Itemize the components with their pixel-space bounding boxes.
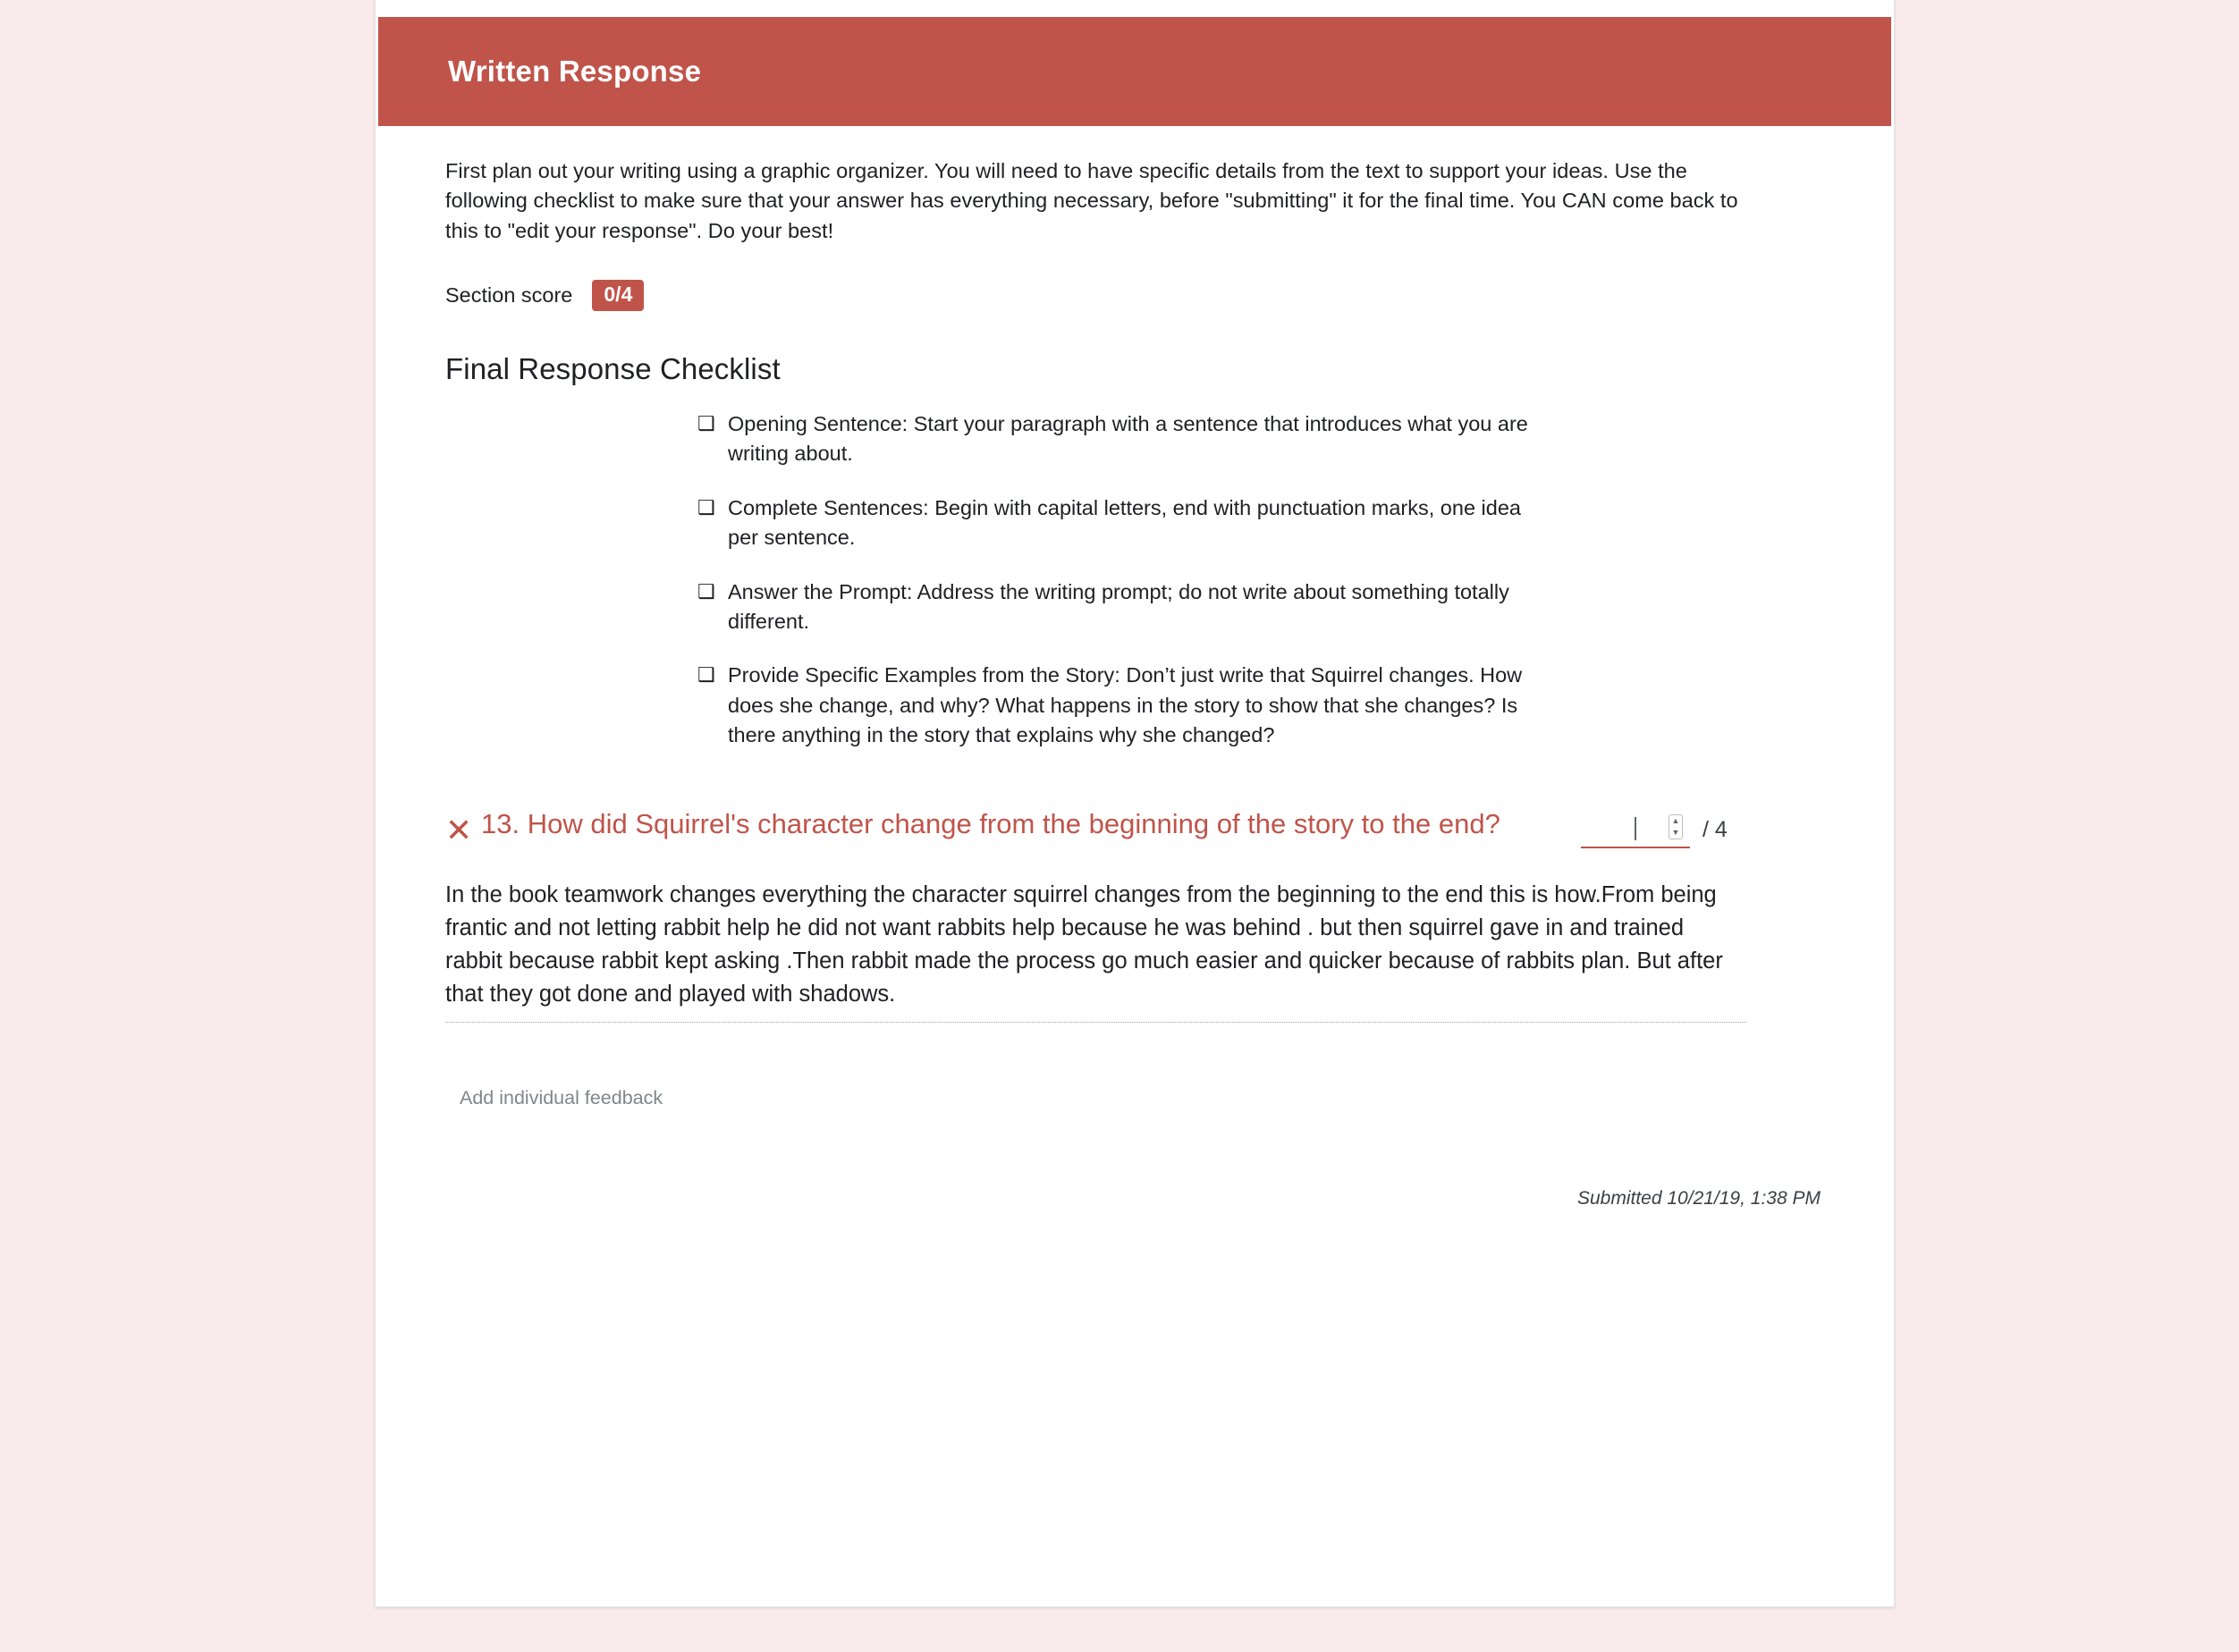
section-title: Written Response [448, 55, 702, 88]
question-header [445, 805, 1822, 848]
student-answer-text: In the book teamwork changes everything the character squirrel changes from the beginning to the end this is how.From being frantic and not letting rabbit help he did not want rabbits help because he was behind . but then squirrel gave in and trained rabbit because rabbit kept asking .Then rabbit made the process go much easier and quicker because of rabbits plan. But after that they got done and played with shadows. [445, 879, 1746, 1023]
stepper-up-icon[interactable]: ▲ [1671, 816, 1680, 826]
list-item [697, 409, 1538, 469]
checkbox-bullet-icon: ❑ [697, 412, 715, 435]
list-item-label: Answer the Prompt: Address the writing prompt; do not write about something totally different. [728, 579, 1509, 633]
question-score-entry [1581, 811, 1728, 848]
submitted-timestamp: Submitted 10/21/19, 1:38 PM [1576, 1188, 1821, 1210]
points-input[interactable] [1581, 811, 1690, 848]
checklist [445, 409, 1822, 750]
checkbox-bullet-icon: ❑ [697, 495, 715, 518]
list-item [697, 493, 1538, 553]
stepper-down-icon[interactable]: ▼ [1671, 828, 1680, 838]
section-instructions: First plan out your writing using a graphic organizer. You will need to have specific details from the text to support your ideas. Use the following checklist to make sure that your answer has everything necessary, before "submitting" it for the final time. You CAN come back to this to "edit your response". Do your best! [445, 159, 1738, 242]
question-block [376, 805, 1894, 1242]
section-score-label: Section score [445, 283, 573, 308]
section-score-badge: 0/4 [592, 280, 644, 311]
section-header-band [378, 17, 1891, 126]
checkbox-bullet-icon: ❑ [697, 579, 715, 603]
checklist-title: Final Response Checklist [445, 352, 781, 386]
section-score-row [445, 280, 1822, 311]
incorrect-x-icon: ✕ [445, 812, 473, 849]
add-individual-feedback-input[interactable]: Add individual feedback [460, 1087, 663, 1109]
question-text: 13. How did Squirrel's character change from the beginning of the story to the end? [481, 808, 1500, 840]
points-total-label: / 4 [1702, 816, 1728, 842]
section-body [376, 126, 1894, 750]
list-item [697, 661, 1538, 750]
checkbox-bullet-icon: ❑ [697, 663, 715, 687]
number-stepper-icon[interactable] [1669, 814, 1683, 839]
list-item-label: Complete Sentences: Begin with capital letters, end with punctuation marks, one idea per sentence. [728, 495, 1521, 550]
text-caret [1635, 817, 1636, 840]
document-page [375, 0, 1895, 1607]
list-item-label: Opening Sentence: Start your paragraph with a sentence that introduces what you are writing about. [728, 412, 1528, 466]
list-item-label: Provide Specific Examples from the Story: Don’t just write that Squirrel changes. How does she change, and why? What happens in the story to show that she changes? Is there anything in the story that explains why she changed? [728, 663, 1523, 746]
list-item [697, 577, 1538, 637]
